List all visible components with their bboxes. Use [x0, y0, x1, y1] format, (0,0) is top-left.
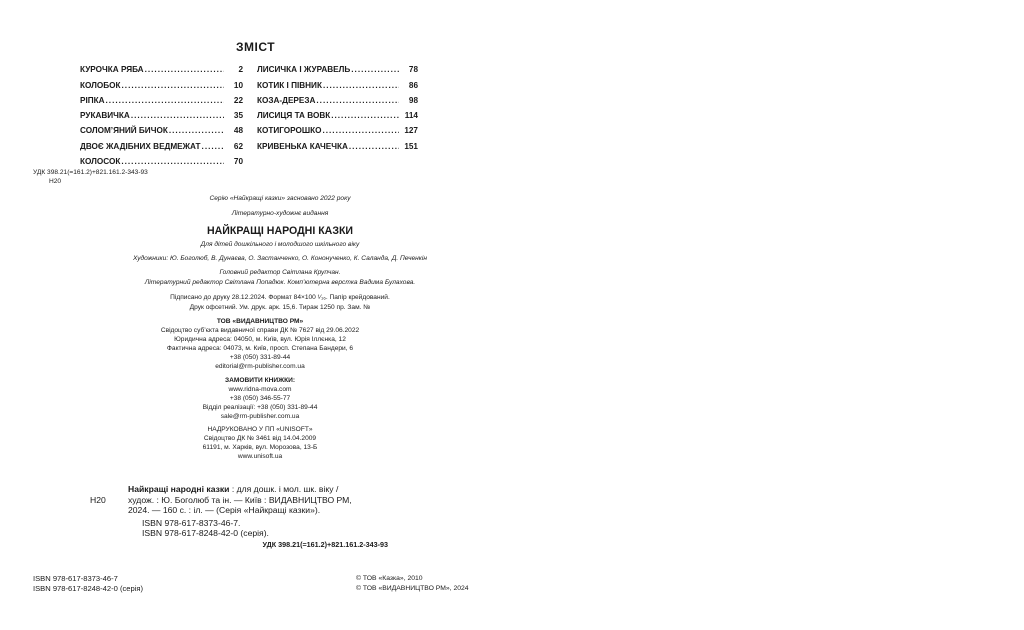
publisher-line: editorial@rm-publisher.com.ua: [215, 363, 305, 370]
book-title: НАЙКРАЩІ НАРОДНІ КАЗКИ: [206, 225, 354, 237]
toc-item-title: РУКАВИЧКА: [80, 111, 130, 121]
author-mark: Н20: [49, 178, 62, 185]
catalog-line: 2024. — 160 с. : іл. — (Серія «Найкращі казки»).: [128, 505, 321, 516]
print-details-2: Друк офсетний. Ум. друк. арк. 15,6. Тираж 1250 пр. Зам. №: [189, 304, 371, 311]
toc-item-page: 35: [233, 111, 243, 121]
toc-item-title: КОЗА-ДЕРЕЗА: [257, 95, 316, 105]
printer-line: Свідоцтво ДК № 3461 від 14.04.2009: [203, 435, 317, 442]
literary-editor: Літературний редактор Світлана Попадюк. Комп’ютерна верстка Вадима Булахова.: [144, 279, 416, 286]
publisher-line: Свідоцтво суб’єкта видавничої справи ДК № 7627 від 29.06.2022: [160, 327, 360, 334]
toc-left-column: [80, 59, 243, 166]
toc-item-page: 127: [404, 126, 418, 136]
footer-copyright: [356, 574, 469, 594]
illustrators: Художники: Ю. Боголюб, В. Дунаєва, О. Застанченко, О. Кононученко, К. Саланда, Д. Печенкін: [132, 255, 428, 262]
toc-item: [257, 90, 418, 105]
catalog-isbn-series: ISBN 978-617-8248-42-0 (серія).: [142, 528, 269, 539]
publisher-line: +38 (050) 331-89-44: [229, 354, 291, 361]
catalog-udk: УДК 398.21(=161.2)+821.161.2-343-93: [262, 539, 388, 549]
printer-block: [110, 425, 410, 461]
printer-line: www.unisoft.ua: [237, 453, 283, 460]
toc-item: [80, 135, 243, 150]
toc-item: [80, 105, 243, 120]
order-line: sale@rm-publisher.com.ua: [220, 413, 300, 420]
catalog-card: [90, 484, 388, 551]
edition-type: Літературно-художнє видання: [231, 210, 329, 217]
toc-item-page: 22: [233, 95, 243, 105]
footer-isbn-book: ISBN 978-617-8373-46-7: [33, 574, 118, 583]
chief-editor: Головний редактор Світлана Крупчан.: [219, 269, 341, 276]
toc-item-title: ЛИСИЧКА І ЖУРАВЕЛЬ: [257, 65, 351, 75]
toc-item-page: 78: [408, 65, 418, 75]
toc-item-title: РІПКА: [80, 95, 105, 105]
series-note: Серію «Найкращі казки» засновано 2022 року: [209, 195, 351, 202]
toc-title: ЗМІСТ: [236, 40, 276, 54]
toc-item-title: СОЛОМ’ЯНИЙ БИЧОК: [80, 126, 168, 136]
toc-item-page: 48: [233, 126, 243, 136]
catalog-line: худож. : Ю. Боголюб та ін. — Київ : ВИДАВНИЦТВО РМ,: [128, 494, 352, 505]
toc-item-page: 98: [408, 95, 418, 105]
order-heading: ЗАМОВИТИ КНИЖКИ:: [224, 377, 296, 384]
toc-right-column: [257, 59, 418, 151]
toc-item-title: КОТИК І ПІВНИК: [257, 80, 322, 90]
publisher-line: Фактична адреса: 04073, м. Київ, просп. Степана Бандери, 6: [166, 345, 354, 352]
toc-item: [257, 105, 418, 120]
toc-item-page: 70: [233, 157, 243, 167]
udk-block: [33, 168, 148, 186]
order-line: www.ridna-mova.com: [228, 386, 292, 393]
catalog-isbn: ISBN 978-617-8373-46-7.: [142, 517, 241, 528]
toc-item: [80, 151, 243, 166]
toc-item-page: 114: [404, 111, 418, 121]
toc-item-page: 62: [233, 141, 243, 151]
print-details-1: Підписано до друку 28.12.2024. Формат 84×100 ¹⁄₁₆. Папір крейдований.: [170, 294, 390, 301]
toc-item-page: 151: [404, 141, 418, 151]
toc-item: [80, 120, 243, 135]
publisher-name: ТОВ «ВИДАВНИЦТВО РМ»: [216, 318, 304, 325]
toc-item: [80, 90, 243, 105]
toc-item-page: 2: [238, 65, 243, 75]
toc-item-title: КОЛОСОК: [80, 157, 121, 167]
toc-item-title: КОЛОБОК: [80, 80, 121, 90]
toc-item-title: ДВОЄ ЖАДІБНИХ ВЕДМЕЖАТ: [80, 141, 201, 151]
toc-item: [80, 74, 243, 89]
toc-item: [257, 74, 418, 89]
footer-isbn: [33, 574, 143, 594]
publisher-block: [110, 317, 410, 371]
toc-item-title: КРИВЕНЬКА КАЧЕЧКА: [257, 141, 348, 151]
order-block: [110, 376, 410, 421]
publisher-line: Юридична адреса: 04050, м. Київ, вул. Юрія Іллєнка, 12: [174, 336, 346, 343]
printer-line: НАДРУКОВАНО У ПП «UNISOFT»: [207, 426, 313, 433]
copyright-line: © ТОВ «Казка», 2010: [356, 575, 423, 582]
toc-item-title: ЛИСИЦЯ ТА ВОВК: [257, 111, 331, 121]
toc-item-title: КОТИГОРОШКО: [257, 126, 322, 136]
toc-item-page: 86: [408, 80, 418, 90]
audience: Для дітей дошкільного і молодшого шкільного віку: [200, 241, 360, 248]
toc-item-title: КУРОЧКА РЯБА: [80, 65, 144, 75]
footer-isbn-series: ISBN 978-617-8248-42-0 (серія): [33, 584, 144, 593]
toc-item: [257, 135, 418, 150]
catalog-title: Найкращі народні казки: [128, 484, 230, 494]
udk-code: УДК 398.21(=161.2)+821.161.2-343-93: [33, 169, 148, 176]
order-line: +38 (050) 346-55-77: [229, 395, 291, 402]
toc-item: [257, 120, 418, 135]
catalog-subtitle: : для дошк. і мол. шк. віку /: [229, 484, 339, 494]
order-line: Відділ реалізації: +38 (050) 331-89-44: [202, 404, 318, 411]
catalog-mark: Н20: [90, 494, 106, 505]
copyright-line: © ТОВ «ВИДАВНИЦТВО РМ», 2024: [356, 585, 469, 592]
toc-item: [80, 59, 243, 74]
toc-item: [257, 59, 418, 74]
toc-item-page: 10: [233, 80, 243, 90]
printer-line: 61191, м. Харків, вул. Морозова, 13-Б: [202, 444, 318, 451]
